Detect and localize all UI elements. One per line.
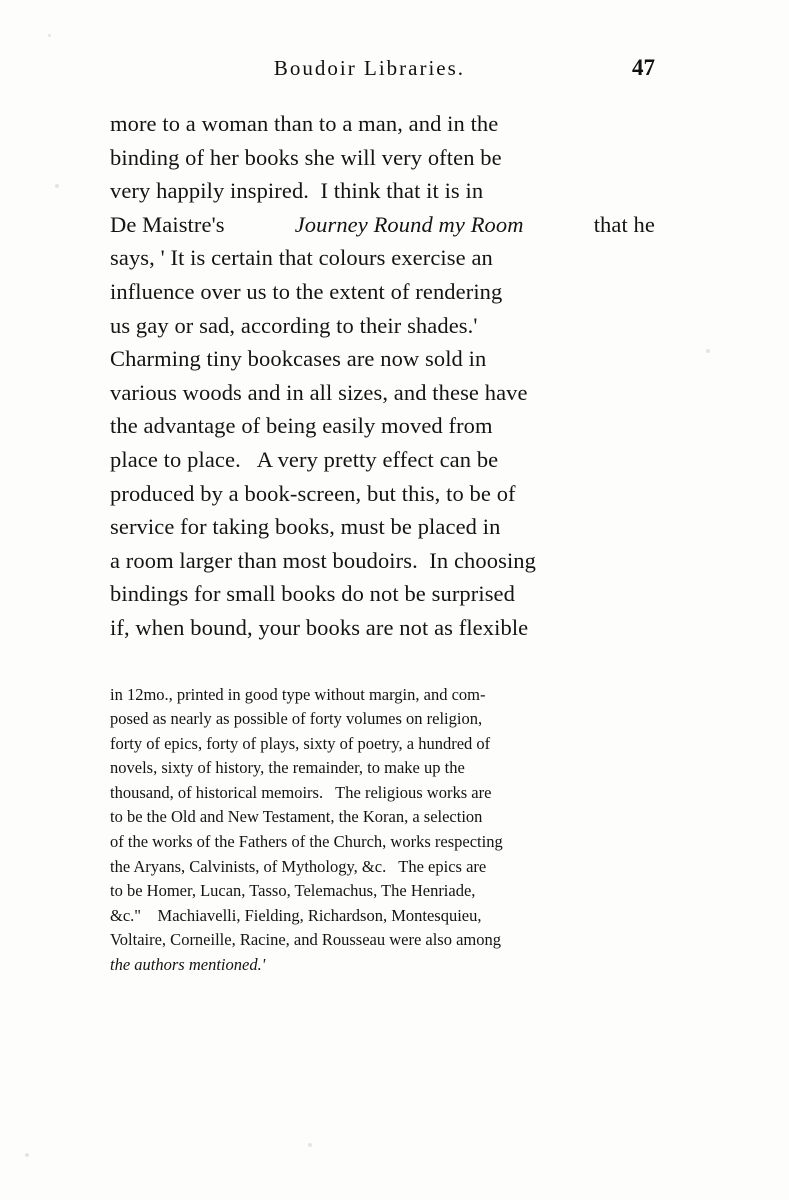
body-line <box>110 208 655 242</box>
body-line <box>110 611 655 645</box>
scan-speck <box>706 349 710 353</box>
body-line-text: Charming tiny bookcases are now sold in <box>110 346 487 372</box>
body-line-text: various woods and in all sizes, and these have <box>110 379 528 405</box>
footnote-line-text: novels, sixty of history, the remainder, to make up the <box>110 758 465 778</box>
body-line <box>110 443 655 477</box>
footnote-line <box>110 732 655 757</box>
footnote-line-text: the Aryans, Calvinists, of Mythology, &c. The epics are <box>110 856 487 876</box>
footnote-line-text: &c." Machiavelli, Fielding, Richardson, Montesquieu, <box>110 905 482 925</box>
body-line <box>110 544 655 578</box>
page-content <box>110 55 655 978</box>
body-line <box>110 577 655 611</box>
page-header <box>110 55 655 89</box>
footnote-line <box>110 707 655 732</box>
footnote-line <box>110 805 655 830</box>
footnote-line-text-italic: the authors mentioned.' <box>110 955 266 975</box>
body-line <box>110 510 655 544</box>
body-line <box>110 376 655 410</box>
page-number: 47 <box>632 55 655 80</box>
body-line <box>110 174 655 208</box>
body-line-text: us gay or sad, according to their shades.' <box>110 312 478 338</box>
body-line-text: if, when bound, your books are not as flexible <box>110 614 529 640</box>
footnote-line <box>110 781 655 806</box>
body-text <box>110 107 655 645</box>
body-line <box>110 241 655 275</box>
body-line-text: service for taking books, must be placed in <box>110 514 501 540</box>
body-line-text: influence over us to the extent of rendering <box>110 278 503 304</box>
book-title-italic: Journey Round my Room <box>294 211 524 237</box>
scan-speck <box>48 34 51 37</box>
body-line-text: produced by a book-screen, but this, to be of <box>110 480 516 506</box>
footnote-line <box>110 879 655 904</box>
footnote-line-text: thousand, of historical memoirs. The religious works are <box>110 782 492 802</box>
footnote-line <box>110 855 655 880</box>
body-line-text: more to a woman than to a man, and in the <box>110 111 499 136</box>
body-line <box>110 342 655 376</box>
body-line-text: bindings for small books do not be surprised <box>110 581 515 607</box>
footnote-block <box>110 683 655 978</box>
footnote-line-text: of the works of the Fathers of the Church, works respecting <box>110 832 503 852</box>
body-line-text: binding of her books she will very often be <box>110 144 502 170</box>
body-line-text: De Maistre's <box>110 211 231 237</box>
body-line <box>110 275 655 309</box>
footnote-line <box>110 953 655 978</box>
body-line-text: the advantage of being easily moved from <box>110 413 493 439</box>
footnote-line-text: forty of epics, forty of plays, sixty of poetry, a hundred of <box>110 733 491 753</box>
body-line-text: place to place. A very pretty effect can be <box>110 446 499 472</box>
body-line <box>110 409 655 443</box>
scan-speck <box>55 184 59 188</box>
body-line <box>110 309 655 343</box>
body-line <box>110 107 655 141</box>
body-line-text: a room larger than most boudoirs. In choosing <box>110 547 536 573</box>
scan-speck <box>308 1143 312 1147</box>
footnote-line-text: to be the Old and New Testament, the Koran, a selection <box>110 807 483 827</box>
footnote-line-text: to be Homer, Lucan, Tasso, Telemachus, The Henriade, <box>110 881 476 901</box>
body-line-text: that he <box>587 211 655 237</box>
footnote-line-text: Voltaire, Corneille, Racine, and Rousseau were also among <box>110 930 502 950</box>
footnote-line-text: in 12mo., printed in good type without margin, and com- <box>110 684 486 704</box>
footnote-line <box>110 928 655 953</box>
running-title: Boudoir Libraries. <box>273 56 466 80</box>
footnote-line <box>110 830 655 855</box>
footnote-line <box>110 904 655 929</box>
body-line-text: very happily inspired. I think that it is in <box>110 178 484 204</box>
body-line <box>110 477 655 511</box>
footnote-line <box>110 683 655 708</box>
body-line <box>110 141 655 175</box>
scan-speck <box>25 1153 29 1157</box>
body-line-text: says, ' It is certain that colours exercise an <box>110 245 493 271</box>
footnote-line <box>110 756 655 781</box>
footnote-line-text: posed as nearly as possible of forty volumes on religion, <box>110 709 483 729</box>
